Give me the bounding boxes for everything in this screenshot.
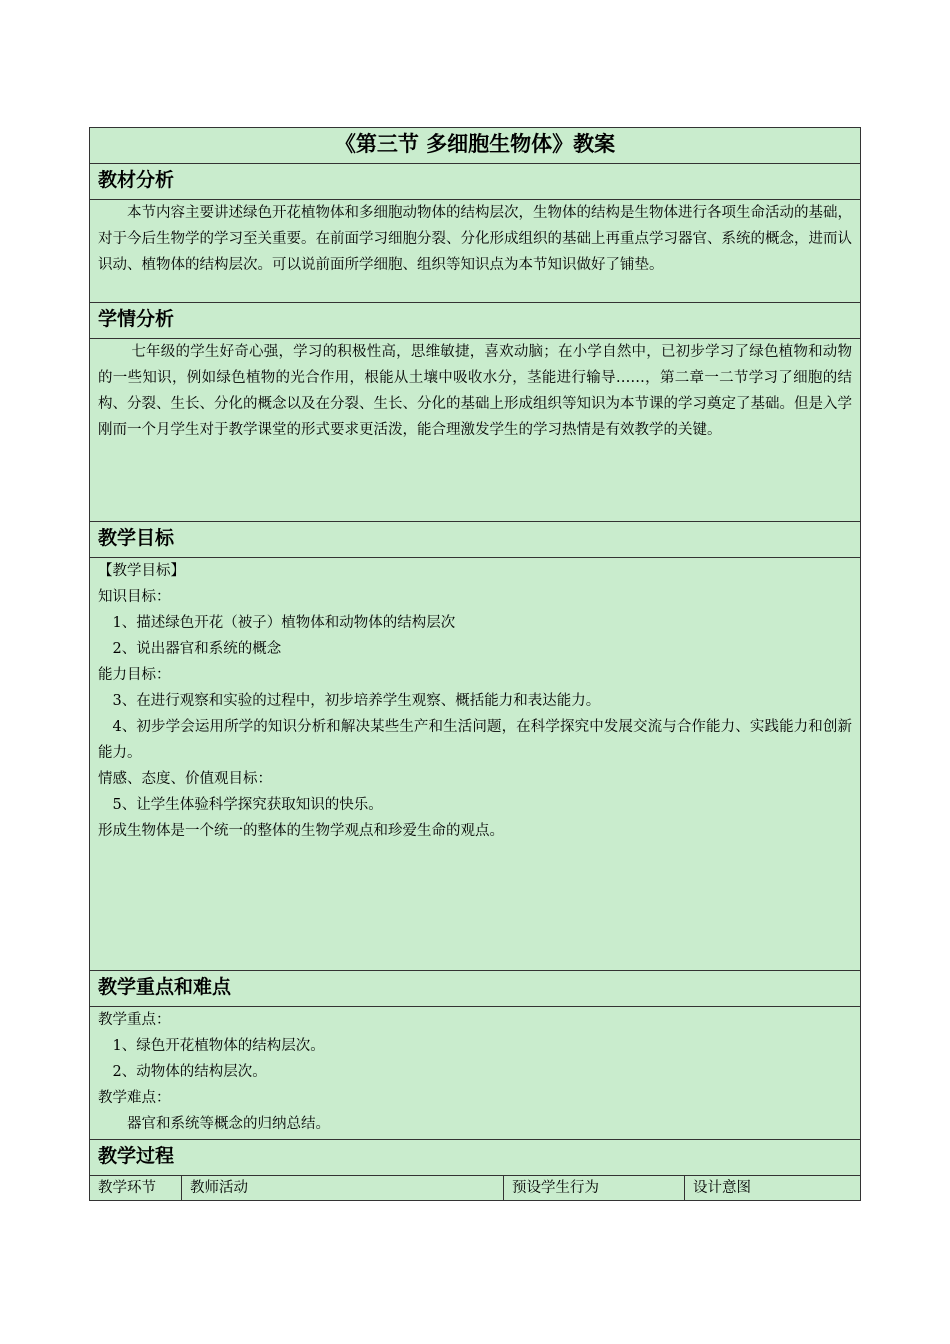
section-heading-student-analysis: 学情分析 — [90, 303, 861, 339]
ability-objectives-label: 能力目标： — [98, 667, 171, 683]
objective-item-2: 2、说出器官和系统的概念 — [112, 641, 282, 657]
objectives-body — [90, 558, 861, 971]
section-heading-key-difficult: 教学重点和难点 — [90, 971, 861, 1007]
section-heading-textbook-analysis: 教材分析 — [90, 164, 861, 200]
objective-item-3: 3、在进行观察和实验的过程中，初步培养学生观察、概括能力和表达能力。 — [112, 693, 601, 709]
process-col-teacher: 教师活动 — [182, 1176, 504, 1201]
objective-item-1: 1、描述绿色开花（被子）植物体和动物体的结构层次 — [112, 615, 456, 631]
emotion-objectives-label: 情感、态度、价值观目标： — [98, 771, 272, 787]
difficult-points-label: 教学难点： — [98, 1090, 171, 1106]
process-header-row — [90, 1176, 861, 1201]
student-analysis-text: 七年级的学生好奇心强，学习的积极性高，思维敏捷，喜欢动脑；在小学自然中，已初步学习了绿色植物和动物的一些知识，例如绿色植物的光合作用，根能从土壤中吸收水分，茎能进行输导……，第二章一二节学习了细胞的结构、分裂、生长、分化的概念以及在分裂、生长、分化的基础上形成组织等知识为本节课的学习奠定了基础。但是入学刚而一个月学生对于教学课堂的形式要求更活泼，能合理激发学生的学习热情是有效教学的关键。 — [98, 344, 852, 438]
process-col-student: 预设学生行为 — [504, 1176, 685, 1201]
section-heading-process: 教学过程 — [90, 1140, 861, 1176]
objective-item-6: 形成生物体是一个统一的整体的生物学观点和珍爱生命的观点。 — [98, 823, 504, 839]
objectives-label: 【教学目标】 — [98, 563, 185, 579]
lesson-plan-table — [89, 127, 861, 1201]
process-col-intent: 设计意图 — [685, 1176, 861, 1201]
process-col-stage: 教学环节 — [90, 1176, 182, 1201]
objective-item-5: 5、让学生体验科学探究获取知识的快乐。 — [112, 797, 383, 813]
textbook-analysis-body — [90, 200, 861, 303]
textbook-analysis-text: 本节内容主要讲述绿色开花植物体和多细胞动物体的结构层次，生物体的结构是生物体进行各项生命活动的基础，对于今后生物学的学习至关重要。在前面学习细胞分裂、分化形成组织的基础上再重点学习器官、系统的概念，进而认识动、植物体的结构层次。可以说前面所学细胞、组织等知识点为本节知识做好了铺垫。 — [98, 205, 852, 273]
objective-item-4: 4、初步学会运用所学的知识分析和解决某些生产和生活问题，在科学探究中发展交流与合作能力、实践能力和创新能力。 — [98, 719, 852, 761]
key-point-1: 1、绿色开花植物体的结构层次。 — [112, 1038, 325, 1054]
document-title: 《第三节 多细胞生物体》教案 — [90, 128, 861, 164]
student-analysis-body — [90, 339, 861, 522]
key-points-label: 教学重点： — [98, 1012, 171, 1028]
difficult-point-1: 器官和系统等概念的归纳总结。 — [127, 1116, 330, 1132]
knowledge-objectives-label: 知识目标： — [98, 589, 171, 605]
key-point-2: 2、动物体的结构层次。 — [112, 1064, 267, 1080]
section-heading-objectives: 教学目标 — [90, 522, 861, 558]
key-difficult-body — [90, 1007, 861, 1140]
